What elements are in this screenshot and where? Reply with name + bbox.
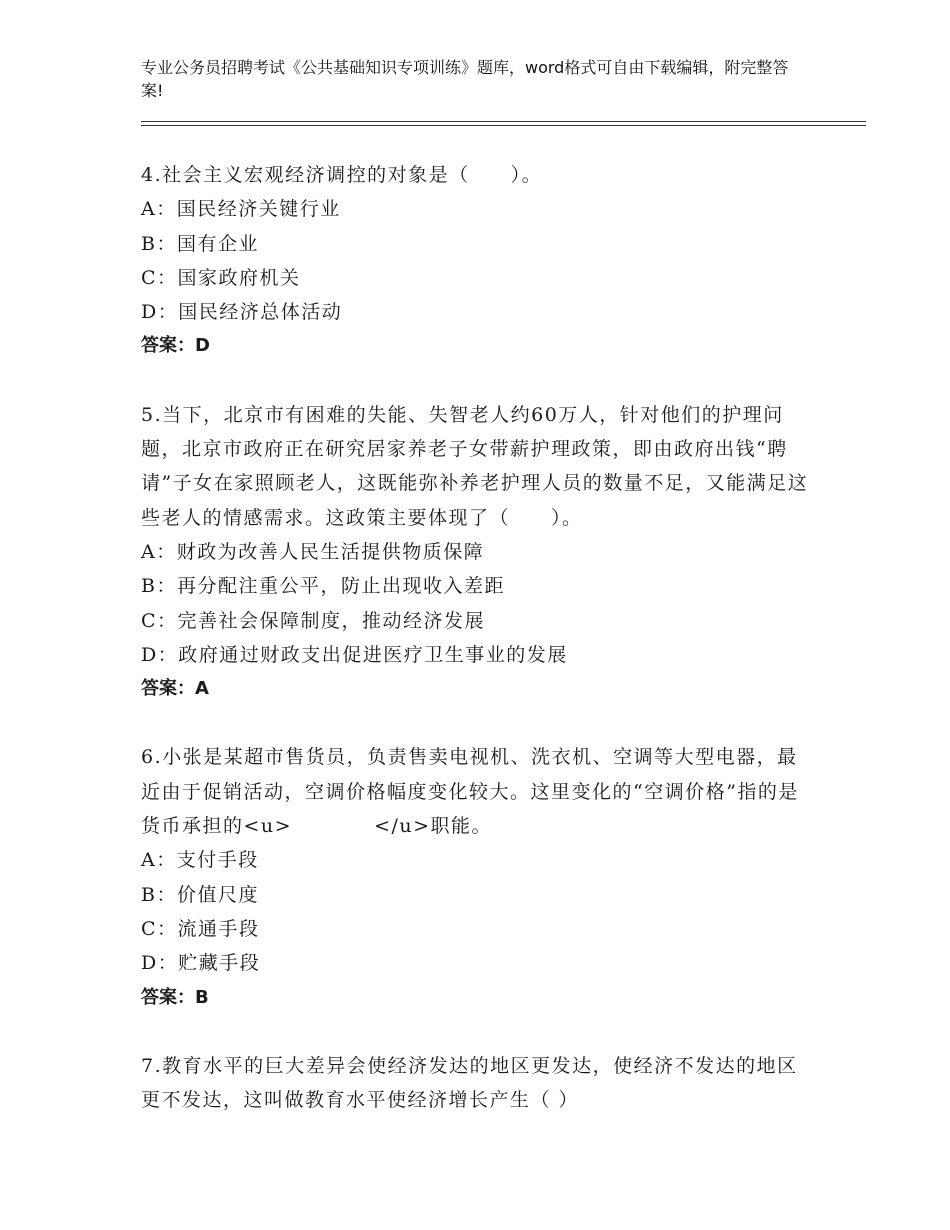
option-a: A：支付手段: [141, 849, 259, 872]
question-stem: 7.教育水平的巨大差异会使经济发达的地区更发达，使经济不发达的地区更不发达，这叫做教育水平使经济增长产生（ ）: [141, 1054, 798, 1112]
header-rule-top: [141, 121, 866, 122]
question-item: [141, 1049, 811, 1118]
answer-label: 答案：B: [141, 986, 209, 1008]
option-d: D：政府通过财政支出促进医疗卫生事业的发展: [141, 643, 568, 666]
question-item: [141, 158, 811, 364]
option-b: B：再分配注重公平，防止出现收入差距: [141, 575, 505, 598]
question-stem: 5.当下，北京市有困难的失能、失智老人约60万人，针对他们的护理问题，北京市政府正在研究居家养老子女带薪护理政策，即由政府出钱“聘请”子女在家照顾老人，这既能弥补养老护理人员的数量不足，又能满足这些老人的情感需求。这政策主要体现了（ ）。: [141, 403, 809, 529]
option-a: A：财政为改善人民生活提供物质保障: [141, 540, 485, 563]
option-b: B：国有企业: [141, 232, 259, 255]
question-stem: 4.社会主义宏观经济调控的对象是（ ）。: [141, 164, 543, 186]
question-list: [141, 158, 811, 1151]
question-item: [141, 398, 811, 707]
answer-label: 答案：A: [141, 678, 209, 700]
option-c: C：流通手段: [141, 917, 260, 940]
question-item: [141, 740, 811, 1014]
option-c: C：完善社会保障制度，推动经济发展: [141, 609, 486, 632]
option-d: D：贮藏手段: [141, 952, 261, 975]
option-c: C：国家政府机关: [141, 266, 301, 289]
option-d: D：国民经济总体活动: [141, 301, 343, 324]
option-a: A：国民经济关键行业: [141, 198, 341, 221]
question-stem: 6.小张是某超市售货员，负责售卖电视机、洗衣机、空调等大型电器，最近由于促销活动，空调价格幅度变化较大。这里变化的“空调价格”指的是货币承担的<u> </u>职能。: [141, 746, 799, 838]
header-rule-bottom: [141, 125, 866, 126]
answer-label: 答案：D: [141, 335, 210, 357]
option-b: B：价值尺度: [141, 883, 259, 906]
document-header: 专业公务员招聘考试《公共基础知识专项训练》题库，word格式可自由下载编辑，附完整答案!: [141, 58, 789, 100]
